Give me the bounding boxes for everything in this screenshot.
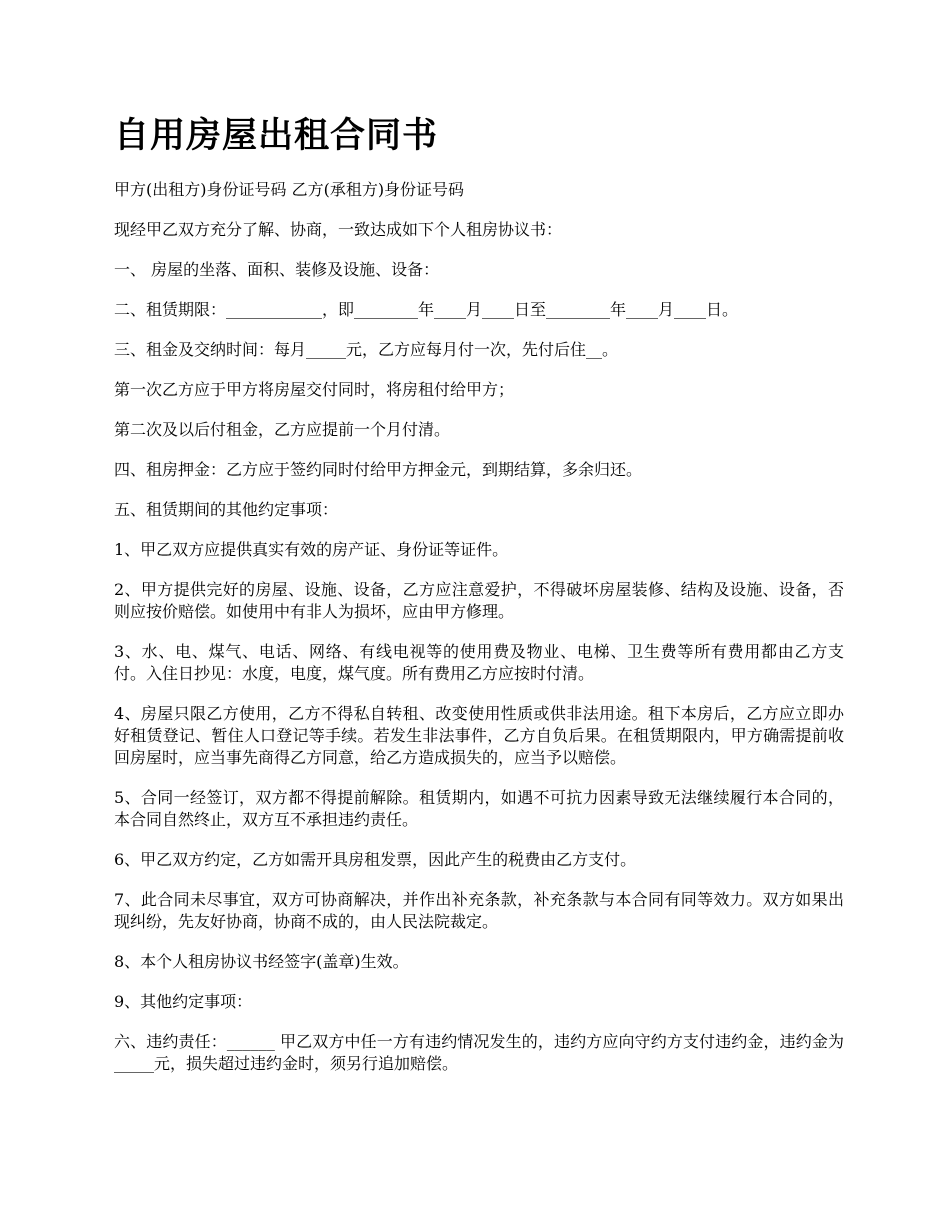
term-item-8: 8、本个人租房协议书经签字(盖章)生效。 — [114, 952, 409, 971]
clause-5-other-terms: 五、租赁期间的其他约定事项： — [114, 500, 339, 519]
clause-3-rent: 三、租金及交纳时间：每月_____元，乙方应每月付一次，先付后住__。 — [114, 340, 619, 359]
term-item-5: 5、合同一经签订，双方都不得提前解除。租赁期内，如遇不可抗力因素导致无法继续履行本合同的，本合同自然终止，双方互不承担违约责任。 — [114, 788, 844, 829]
term-item-2: 2、甲方提供完好的房屋、设施、设备，乙方应注意爱护，不得破坏房屋装修、结构及设施、设备，否则应按价赔偿。如使用中有非人为损坏，应由甲方修理。 — [114, 580, 844, 621]
clause-1-property: 一、 房屋的坐落、面积、装修及设施、设备： — [114, 260, 440, 279]
clause-6-breach: 六、违约责任：______ 甲乙双方中任一方有违约情况发生的，违约方应向守约方支付违约金，违约金为_____元，损失超过违约金时，须另行追加赔偿。 — [114, 1032, 844, 1073]
term-item-1: 1、甲乙双方应提供真实有效的房产证、身份证等证件。 — [114, 540, 509, 559]
rent-later-payments: 第二次及以后付租金，乙方应提前一个月付清。 — [114, 420, 451, 439]
agreement-intro: 现经甲乙双方充分了解、协商，一致达成如下个人租房协议书： — [114, 220, 563, 239]
party-id-line: 甲方(出租方)身份证号码 乙方(承租方)身份证号码 — [114, 180, 465, 199]
term-item-3: 3、水、电、煤气、电话、网络、有线电视等的使用费及物业、电梯、卫生费等所有费用都由乙方支付。入住日抄见：水度，电度，煤气度。所有费用乙方应按时付清。 — [114, 642, 844, 683]
rent-first-payment: 第一次乙方应于甲方将房屋交付同时，将房租付给甲方； — [114, 380, 515, 399]
document-title: 自用房屋出租合同书 — [114, 116, 439, 156]
term-item-4: 4、房屋只限乙方使用，乙方不得私自转租、改变使用性质或供非法用途。租下本房后，乙方应立即办好租赁登记、暂住人口登记等手续。若发生非法事件，乙方自负后果。在租赁期限内，甲方确需提前收回房屋时，应当事先商得乙方同意，给乙方造成损失的，应当予以赔偿。 — [114, 704, 844, 767]
clause-4-deposit: 四、租房押金：乙方应于签约同时付给甲方押金元，到期结算，多余归还。 — [114, 460, 643, 479]
term-item-6: 6、甲乙双方约定，乙方如需开具房租发票，因此产生的税费由乙方支付。 — [114, 850, 637, 869]
term-item-9: 9、其他约定事项： — [114, 992, 253, 1011]
clause-2-lease-term: 二、租赁期限：____________，即________年____月____日至________年____月____日。 — [114, 300, 739, 319]
term-item-7: 7、此合同未尽事宜，双方可协商解决，并作出补充条款，补充条款与本合同有同等效力。双方如果出现纠纷，先友好协商，协商不成的，由人民法院裁定。 — [114, 890, 844, 931]
document-page — [114, 112, 844, 1093]
